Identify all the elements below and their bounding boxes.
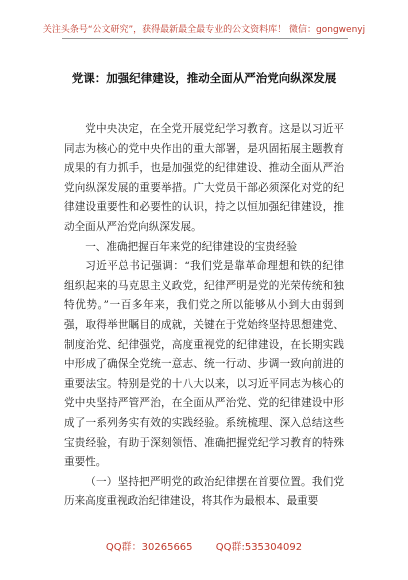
paragraph-subsection-1: （一）坚持把严明党的政治纪律摆在首要位置。我们党历来高度重视政治纪律建设，将其作为最根本、最重要 [64,475,344,508]
header-divider [62,38,348,39]
footer-qq-group-1: QQ群：30265665 [105,542,193,553]
paragraph-intro: 党中央决定，在全党开展党纪学习教育。这是以习近平同志为核心的党中央作出的重大部署，是巩固拓展主题教育成果的有力抓手，也是加强党的纪律建设、推动全面从严治党向纵深发展的重要举措。广大党员干部必须深化对党的纪律建设重要性和必要性的认识，持之以恒加强纪律建设，推动全面从严治党向纵深发展。 [64,123,344,233]
document-title: 党课：加强纪律建设，推动全面从严治党向纵深发展 [71,71,337,85]
paragraph-quote: 习近平总书记强调：“我们党是靠革命理想和铁的纪律组织起来的马克思主义政党，纪律严明是党的光荣传统和独特优势。”一百多年来，我们党之所以能够从小到大由弱到强，取得举世瞩目的成就，关键在于党始终坚持思想建党、制度治党、纪律强党，高度重视党的纪律建设，在长期实践中形成了确保全党统一意志、统一行动、步调一致向前进的重要法宝。特别是党的十八大以来，以习近平同志为核心的党中央坚持严管严治，在全面从严治党、党的纪律建设中形成了一系列务实有效的实践经验。系统梳理、深入总结这些宝贵经验，有助于深刻领悟、准确把握党纪学习教育的特殊重要性。 [64,260,344,469]
section-heading-1: 一、准确把握百年来党的纪律建设的宝贵经验 [85,240,298,253]
header-promo-note: 关注头条号“公文研究”，获得最新最全最专业的公文资料库！ 微信：gongwenyj [42,25,366,35]
footer-contact [0,538,408,553]
document-body [64,120,344,512]
footer-qq-group-2: QQ群:535304092 [215,542,303,553]
